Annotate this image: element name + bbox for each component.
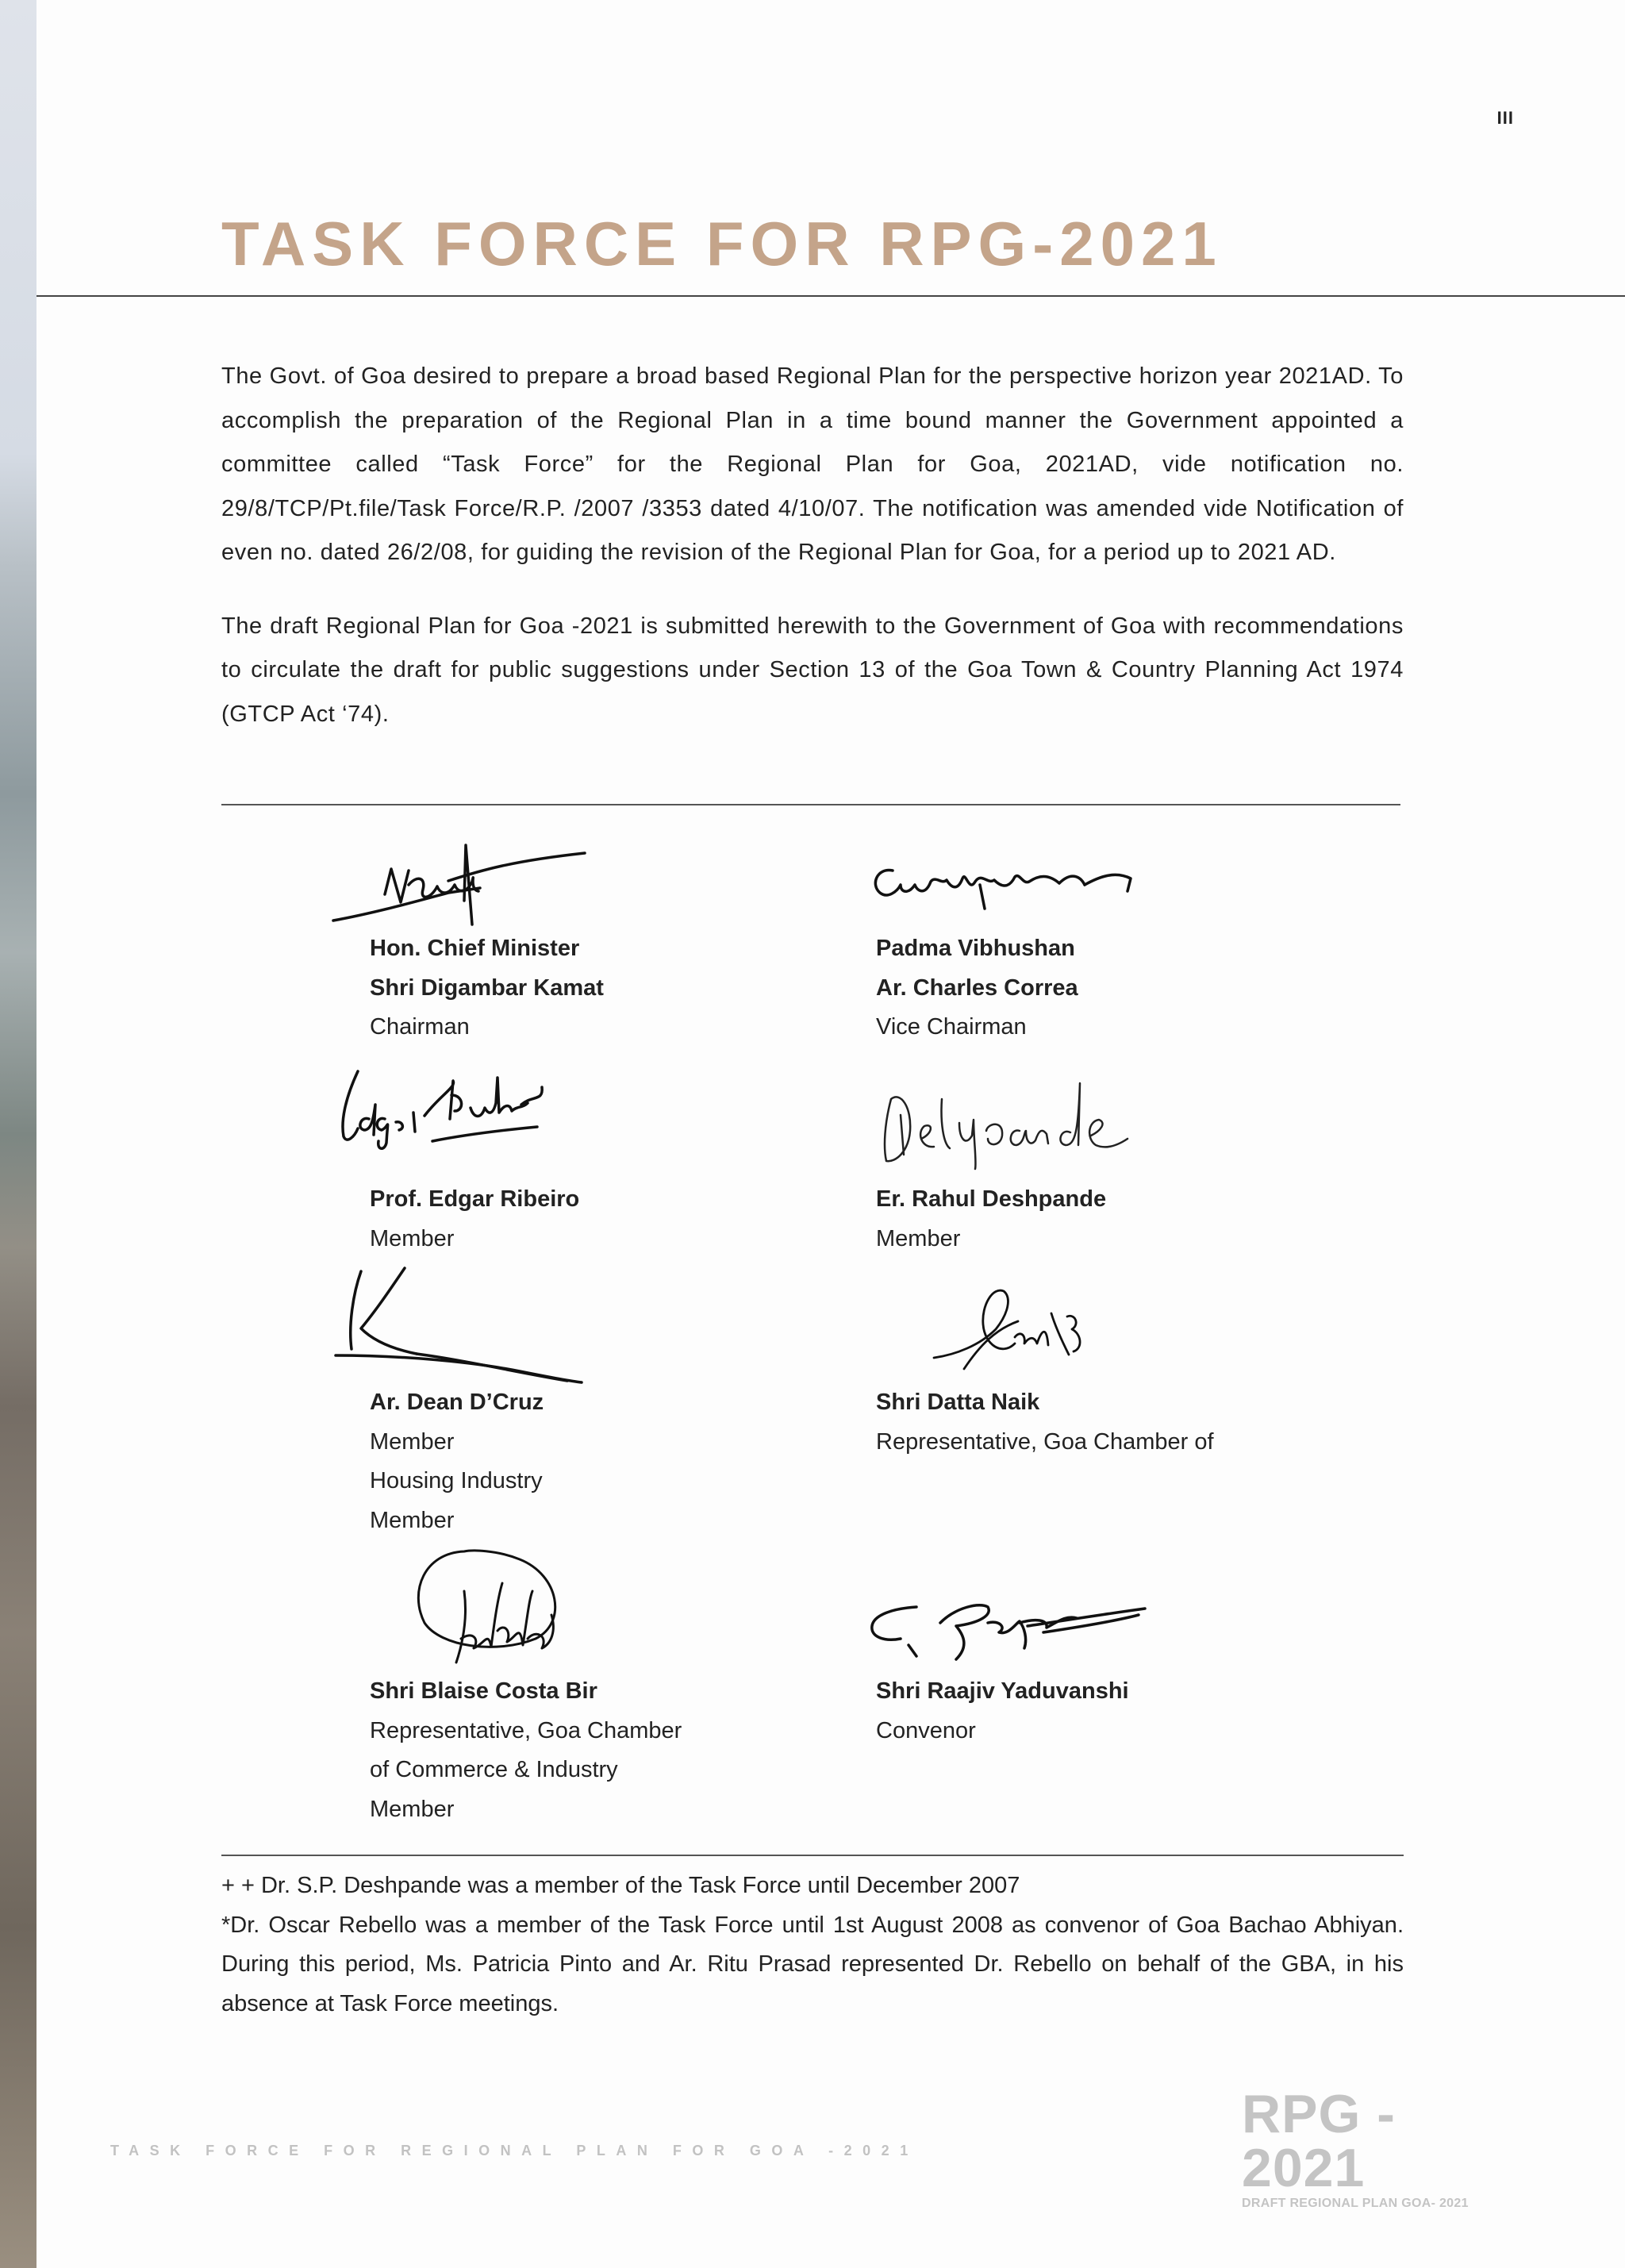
member-dcruz-org: Housing Industry [370,1468,543,1493]
intro-text [221,355,1404,766]
member-yaduvanshi-role: Convenor [876,1717,976,1743]
member-bir-role-2: Member [370,1796,455,1822]
intro-paragraph-2: The draft Regional Plan for Goa -2021 is submitted herewith to the Government of Goa with recommendations to circulate the draft for public suggestions under Section 13 of the Goa Town & Country Planning Act 1974 (GTCP Act ‘74). [221,613,1404,727]
member-kamat [370,929,604,1048]
member-dcruz-name: Ar. Dean D’Cruz [370,1390,544,1415]
footnotes [221,1866,1404,2024]
footer-logo [1242,2084,1519,2211]
member-kamat-title: Hon. Chief Minister [370,936,580,961]
member-kamat-role: Chairman [370,1014,470,1040]
signature-deshpande [877,1075,1178,1171]
member-ribeiro-role: Member [370,1225,455,1251]
member-ribeiro [370,1180,579,1259]
member-correa [876,929,1078,1048]
signature-bir [409,1543,575,1670]
member-dcruz-role: Member [370,1428,455,1455]
member-ribeiro-name: Prof. Edgar Ribeiro [370,1186,580,1212]
member-deshpande [876,1180,1106,1259]
decorative-side-strip [0,0,36,2268]
member-bir-role: Representative, Goa Chamber [370,1717,682,1743]
intro-paragraph-1: The Govt. of Goa desired to prepare a broad based Regional Plan for the perspective horizon year 2021AD. To accomplish the preparation of the Regional Plan in a time bound manner the Government appointed a committee called “Task Force” for the Regional Plan for Goa, 2021AD, vide notification no. 29/8/TCP/Pt.file/Task Force/R.P. /2007 /3353 dated 4/10/07. The notification was amended vide Notification of even no. dated 26/2/08, for guiding the revision of the Regional Plan for Goa, for a period up to 2021 AD. [221,363,1404,565]
page-number: III [1496,108,1514,128]
signature-correa [869,861,1143,913]
footer-caption: TASK FORCE FOR REGIONAL PLAN FOR GOA -2021 [110,2143,919,2158]
member-naik-name: Shri Datta Naik [876,1390,1040,1415]
member-deshpande-name: Er. Rahul Deshpande [876,1186,1107,1212]
member-dcruz-role-2: Member [370,1507,455,1533]
title-divider [36,295,1625,297]
footer-logo-main: RPG - 2021 [1242,2084,1396,2198]
footnote-2: *Dr. Oscar Rebello was a member of the Task Force until 1st August 2008 as convenor of Goa Bachao Abhiyan. During this period, Ms. Patricia Pinto and Ar. Ritu Prasad represented Dr. Rebello on behalf of the GBA, in his absence at Task Force meetings. [221,1912,1404,2016]
member-kamat-name: Shri Digambar Kamat [370,974,604,1001]
member-yaduvanshi-name: Shri Raajiv Yaduvanshi [876,1678,1129,1704]
member-naik-role: Representative, Goa Chamber of [876,1428,1214,1455]
member-naik [876,1383,1214,1462]
member-correa-title: Padma Vibhushan [876,936,1075,961]
signature-kamat [329,837,591,928]
page-title: TASK FORCE FOR RPG-2021 [221,209,1223,279]
section-divider-top [221,804,1400,805]
member-bir-name: Shri Blaise Costa Bir [370,1678,597,1704]
member-correa-role: Vice Chairman [876,1014,1027,1040]
footer-logo-sub: DRAFT REGIONAL PLAN GOA- 2021 [1242,2197,1469,2210]
signature-naik [932,1282,1091,1373]
member-yaduvanshi [876,1672,1129,1751]
footnote-1: + + Dr. S.P. Deshpande was a member of the Task Force until December 2007 [221,1873,1020,1898]
signature-ribeiro [329,1063,591,1155]
member-dcruz [370,1383,544,1540]
signature-dcruz [329,1262,587,1385]
section-divider-bottom [221,1855,1404,1856]
member-bir-org: of Commerce & Industry [370,1757,618,1782]
member-deshpande-role: Member [876,1225,961,1251]
member-correa-name: Ar. Charles Correa [876,974,1078,1001]
member-bir [370,1672,682,1829]
signature-yaduvanshi [869,1591,1151,1663]
